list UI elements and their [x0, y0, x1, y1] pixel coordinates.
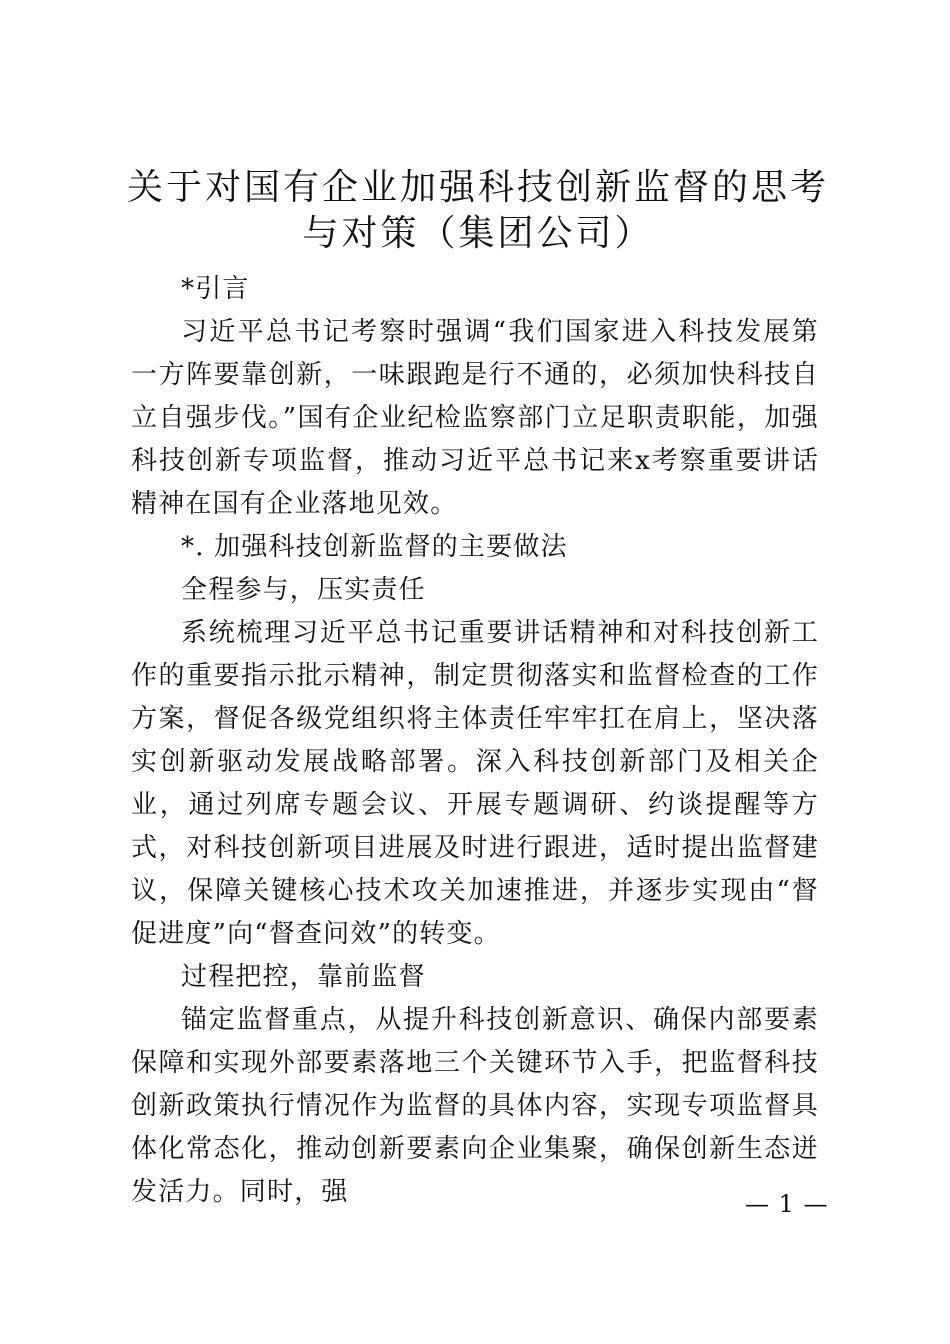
- intro-heading: *引言: [181, 274, 250, 304]
- subsection-paragraph-1: 系统梳理习近平总书记重要讲话精神和对科技创新工作的重要指示批示精神，制定贯彻落实和监督检查的工作方案，督促各级党组织将主体责任牢牢扛在肩上，坚决落实创新驱动发展战略部署。深入科技创新部门及相关企业，通过列席专题会议、开展专题调研、约谈提醒等方式，对科技创新项目进展及时进行跟进，适时提出监督建议，保障关键核心技术攻关加速推进，并逐步实现由“督促进度”向“督查问效”的转变。: [131, 618, 819, 949]
- subsection-paragraph-2: 锚定监督重点，从提升科技创新意识、确保内部要素保障和实现外部要素落地三个关键环节入手，把监督科技创新政策执行情况作为监督的具体内容，实现专项监督具体化常态化，推动创新要素向企业集聚，确保创新生态迸发活力。同时，强: [131, 1005, 819, 1207]
- page-number: — 1 —: [745, 1190, 829, 1218]
- intro-paragraph: 习近平总书记考察时强调“我们国家进入科技发展第一方阵要靠创新，一味跟跑是行不通的，必须加快科技自立自强步伐。”国有企业纪检监察部门立足职责职能，加强科技创新专项监督，推动习近平总书记来x考察重要讲话精神在国有企业落地见效。: [131, 317, 819, 519]
- subsection-heading-1: 全程参与，压实责任: [181, 575, 426, 605]
- subsection-heading-2: 过程把控，靠前监督: [181, 962, 426, 992]
- document-body: [131, 268, 819, 1214]
- document-title: 关于对国有企业加强科技创新监督的思考与对策（集团公司）: [126, 167, 829, 254]
- section-heading: *. 加强科技创新监督的主要做法: [181, 532, 568, 562]
